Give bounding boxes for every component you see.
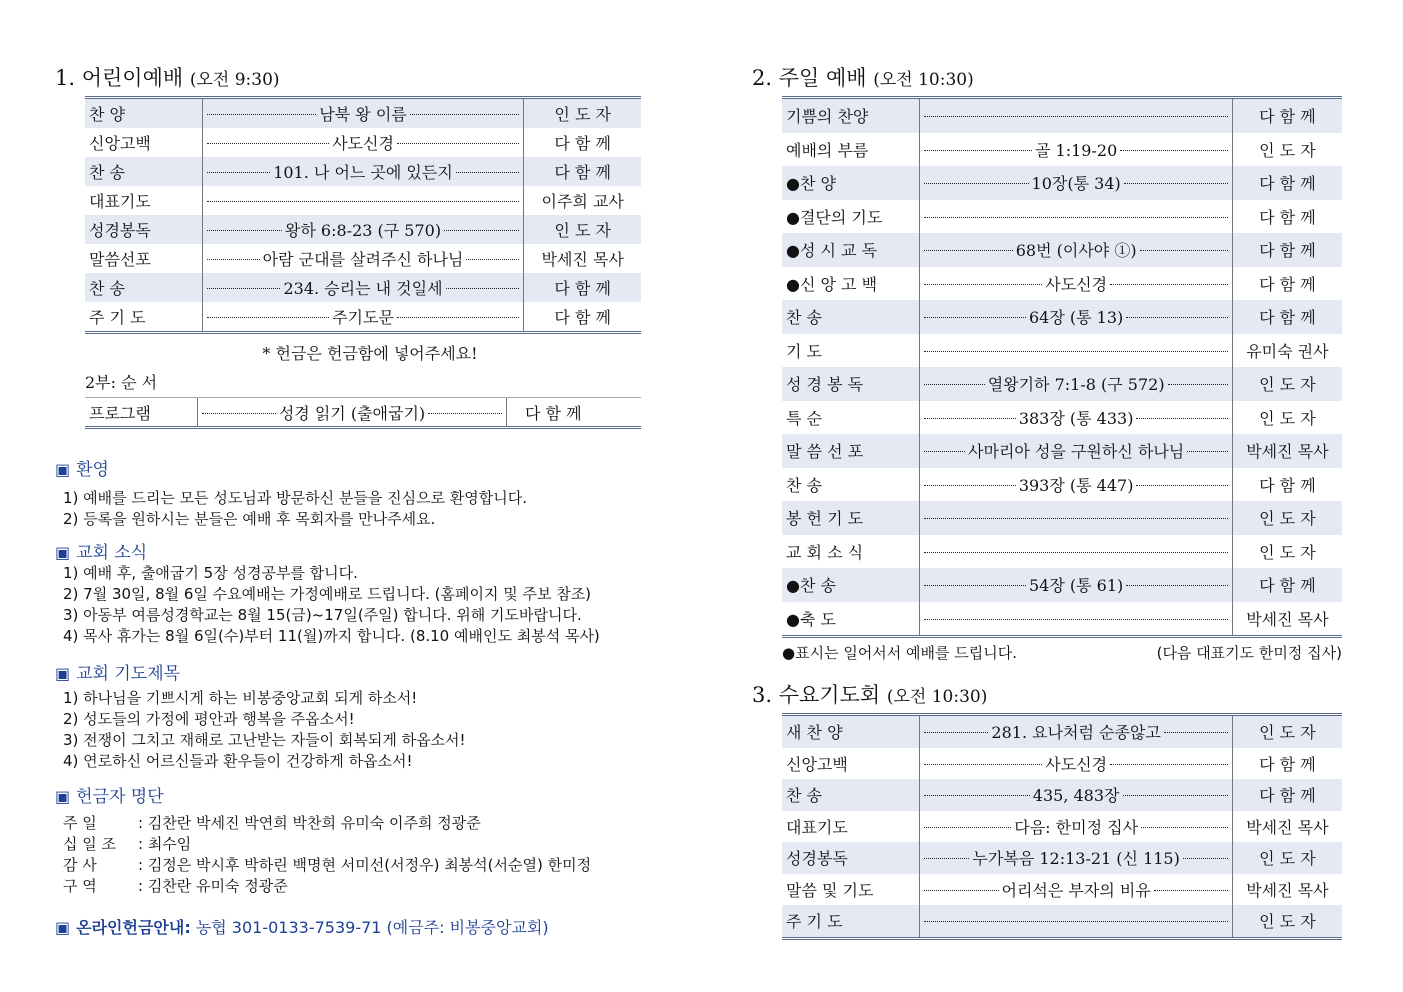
order-item: 사마리아 성을 구원하신 하나님 <box>920 434 1232 468</box>
order-label: 말씀선포 <box>85 244 203 273</box>
order-leader: 다 함 께 <box>1259 475 1316 495</box>
offering-note: * 헌금은 헌금함에 넣어주세요! <box>262 344 478 363</box>
standing-note-text: ●표시는 일어서서 예배를 드립니다. <box>782 644 1018 662</box>
order-row <box>782 300 1342 334</box>
left-column <box>55 62 645 938</box>
order-item <box>920 99 1232 133</box>
order-item: 누가복음 12:13-21 (신 115) <box>920 842 1232 874</box>
prayer-heading: ▣ 교회 기도제목 <box>55 664 181 684</box>
order-label: 찬 송 <box>782 300 920 334</box>
order-row <box>85 215 641 244</box>
order-label: 기 도 <box>782 334 920 368</box>
order-leader: 다 함 께 <box>1233 166 1342 200</box>
order-item: 68번 (이사야 ①) <box>920 233 1232 267</box>
order-item: 아람 군대를 살려주신 하나님 <box>203 244 525 273</box>
order-leader: 인 도 자 <box>1233 367 1342 401</box>
order-label: 성경봉독 <box>85 215 203 244</box>
section-title-text: 1. 어린이예배 <box>55 66 184 90</box>
order-leader: 박세진 목사 <box>541 250 624 269</box>
order-row <box>782 233 1342 267</box>
order-label: 신앙고백 <box>782 748 920 780</box>
order-item <box>920 535 1232 569</box>
order-item: 383장 (통 433) <box>920 401 1232 435</box>
order-item: 사도신경 <box>920 748 1232 780</box>
order-row <box>782 468 1342 502</box>
order-item: 54장 (통 61) <box>920 568 1232 602</box>
order-item: 435, 483장 <box>920 779 1232 811</box>
list-item: 2) 7월 30일, 8월 6일 수요예배는 가정예배로 드립니다. (홈페이지 및 주보 참조) <box>63 585 592 603</box>
order-row <box>782 401 1342 435</box>
order-item: 주기도문 <box>203 302 525 331</box>
order-label: 말 씀 선 포 <box>782 434 920 468</box>
order-leader: 다 함 께 <box>1259 274 1316 294</box>
order-label: 말씀 및 기도 <box>782 874 920 906</box>
order-row <box>782 434 1342 468</box>
order-label: 특 순 <box>782 401 920 435</box>
order-leader: 인 도 자 <box>1233 716 1342 748</box>
order-leader: 다 함 께 <box>1259 207 1316 227</box>
section-time: (오전 10:30) <box>873 70 974 90</box>
order-leader: 다 함 께 <box>554 308 611 327</box>
order-label: 찬 송 <box>782 468 920 502</box>
order-leader: 다 함 께 <box>1233 233 1342 267</box>
children-service-title <box>55 62 645 92</box>
order-row <box>782 779 1342 811</box>
order-label: 주 기 도 <box>782 905 920 937</box>
order-row <box>85 157 641 186</box>
offering-list <box>55 813 645 897</box>
order-label: ●성 시 교 독 <box>782 233 920 267</box>
order-row <box>782 133 1342 167</box>
order-row <box>782 568 1342 602</box>
list-item: 2) 등록을 원하시는 분들은 예배 후 목회자를 만나주세요. <box>63 510 436 528</box>
order-item: 다음: 한미정 집사 <box>920 811 1232 843</box>
order-item: 64장 (통 13) <box>920 300 1232 334</box>
order-label: 찬 양 <box>85 99 203 128</box>
order-leader: 다 함 께 <box>524 273 641 302</box>
list-item: 1) 예배 후, 출애굽기 5장 성경공부를 합니다. <box>63 564 358 582</box>
news-list <box>63 563 645 647</box>
order-label: ●신 앙 고 백 <box>782 267 920 301</box>
order-label: 교 회 소 식 <box>782 535 920 569</box>
order-label: 대표기도 <box>782 811 920 843</box>
order-row <box>782 200 1342 234</box>
section-time: (오전 10:30) <box>886 687 988 707</box>
order-leader: 인 도 자 <box>1233 842 1342 874</box>
children-service-order-table <box>85 96 641 334</box>
order-leader: 다 함 께 <box>554 134 611 153</box>
order-row <box>85 302 641 331</box>
order-leader: 인 도 자 <box>1233 501 1342 535</box>
right-column <box>752 62 1347 940</box>
section-title-text: 3. 수요기도회 <box>752 683 881 707</box>
order-label: 신앙고백 <box>85 128 203 157</box>
order-row <box>782 905 1342 937</box>
order-item: 남북 왕 이름 <box>203 99 525 128</box>
order-item: 열왕기하 7:1-8 (구 572) <box>920 367 1232 401</box>
order-leader: 다 함 께 <box>524 157 641 186</box>
order-item <box>920 501 1232 535</box>
order-leader: 다 함 께 <box>1233 300 1342 334</box>
order-leader: 다 함 께 <box>1233 568 1342 602</box>
offering-heading: ▣ 헌금자 명단 <box>55 787 164 807</box>
next-prayer-note: (다음 대표기도 한미정 집사) <box>1156 644 1342 662</box>
prayer-list <box>63 688 645 772</box>
order-item <box>920 602 1232 636</box>
order-item: 성경 읽기 (출애굽기) <box>198 398 507 426</box>
order-leader: 인 도 자 <box>1259 542 1316 562</box>
order-label: 성경봉독 <box>782 842 920 874</box>
order-label: 찬 송 <box>85 273 203 302</box>
welcome-heading: ▣ 환영 <box>55 460 109 480</box>
offering-row: 십 일 조 : 최수임 <box>63 835 192 853</box>
order-row <box>85 273 641 302</box>
order-item: 101. 나 어느 곳에 있든지 <box>203 157 525 186</box>
order-row <box>782 334 1342 368</box>
order-row <box>85 244 641 273</box>
order-item: 393장 (통 447) <box>920 468 1232 502</box>
order-row <box>782 842 1342 874</box>
order-row <box>85 398 641 426</box>
standing-note <box>782 642 1342 663</box>
order-row <box>782 811 1342 843</box>
order-leader: 인 도 자 <box>1259 408 1316 428</box>
order-item: 골 1:19-20 <box>920 133 1232 167</box>
order-row <box>782 99 1342 133</box>
list-item: 1) 하나님을 기쁘시게 하는 비봉중앙교회 되게 하소서! <box>63 689 418 707</box>
offering-row: 주 일 : 김찬란 박세진 박연희 박찬희 유미숙 이주희 정광준 <box>63 814 481 832</box>
order-leader: 인 도 자 <box>1233 905 1342 937</box>
order-leader: 박세진 목사 <box>1246 817 1329 837</box>
order-leader: 다 함 께 <box>1233 779 1342 811</box>
list-item: 3) 전쟁이 그치고 재해로 고난받는 자들이 회복되게 하옵소서! <box>63 731 466 749</box>
order-leader: 박세진 목사 <box>1233 434 1342 468</box>
order-label: ●결단의 기도 <box>782 200 920 234</box>
order-label: ●찬 송 <box>782 568 920 602</box>
order-label: 성 경 봉 독 <box>782 367 920 401</box>
offering-row: 구 역 : 김찬란 유미숙 정광준 <box>63 877 288 895</box>
section-time: (오전 9:30) <box>189 70 280 90</box>
order-row <box>782 748 1342 780</box>
order-leader: 인 도 자 <box>524 99 641 128</box>
list-item: 3) 아동부 여름성경학교는 8월 15(금)~17일(주일) 합니다. 위해 기도바랍니다. <box>63 606 582 624</box>
order-item: 10장(통 34) <box>920 166 1232 200</box>
order-row <box>782 716 1342 748</box>
order-item <box>920 905 1232 937</box>
order-row <box>782 501 1342 535</box>
order-label: 주 기 도 <box>85 302 203 331</box>
part2-table <box>85 397 641 429</box>
order-item <box>920 200 1232 234</box>
order-row <box>85 99 641 128</box>
order-item: 사도신경 <box>920 267 1232 301</box>
order-row <box>85 186 641 215</box>
sunday-service-order-table <box>782 96 1342 638</box>
news-heading: ▣ 교회 소식 <box>55 543 148 563</box>
order-label: 봉 헌 기 도 <box>782 501 920 535</box>
order-leader: 유미숙 권사 <box>1246 341 1329 361</box>
wednesday-service-title <box>752 679 1347 709</box>
order-row <box>782 166 1342 200</box>
order-item <box>920 334 1232 368</box>
order-label: ●축 도 <box>782 602 920 636</box>
order-label: 프로그램 <box>85 398 198 426</box>
part2-title: 2부: 순 서 <box>85 373 158 392</box>
order-leader: 다 함 께 <box>525 403 582 423</box>
order-leader: 다 함 께 <box>1233 99 1342 133</box>
order-row <box>85 128 641 157</box>
order-item: 281. 요나처럼 순종않고 <box>920 716 1232 748</box>
order-item: 어리석은 부자의 비유 <box>920 874 1232 906</box>
order-item: 234. 승리는 내 것일세 <box>203 273 525 302</box>
order-label: 찬 송 <box>782 779 920 811</box>
order-item <box>203 186 525 215</box>
order-leader: 인 도 자 <box>1259 140 1316 160</box>
order-row <box>782 874 1342 906</box>
order-label: 기쁨의 찬양 <box>782 99 920 133</box>
wednesday-service-order-table <box>782 713 1342 940</box>
order-label: 새 찬 양 <box>782 716 920 748</box>
order-leader: 이주희 교사 <box>541 192 624 211</box>
list-item: 2) 성도들의 가정에 평안과 행복을 주옵소서! <box>63 710 355 728</box>
order-row <box>782 367 1342 401</box>
order-leader: 인 도 자 <box>524 215 641 244</box>
list-item: 4) 연로하신 어르신들과 환우들이 건강하게 하옵소서! <box>63 752 413 770</box>
order-leader: 박세진 목사 <box>1246 609 1329 629</box>
order-item: 왕하 6:8-23 (구 570) <box>203 215 525 244</box>
order-leader: 다 함 께 <box>1259 754 1316 774</box>
order-row <box>782 535 1342 569</box>
list-item: 1) 예배를 드리는 모든 성도님과 방문하신 분들을 진심으로 환영합니다. <box>63 489 528 507</box>
offering-row: 감 사 : 김정은 박시후 박하린 백명현 서미선(서정우) 최봉석(서순열) 한미정 <box>63 856 592 874</box>
list-item: 4) 목사 휴가는 8월 6일(수)부터 11(월)까지 합니다. (8.10 예배인도 최봉석 목사) <box>63 627 600 645</box>
order-item: 사도신경 <box>203 128 525 157</box>
welcome-list <box>63 488 645 530</box>
online-offering-info: ▣ 온라인헌금안내: 농협 301-0133-7539-71 (예금주: 비봉중앙교회) <box>55 918 549 937</box>
section-title-text: 2. 주일 예배 <box>752 66 867 90</box>
order-label: ●찬 양 <box>782 166 920 200</box>
order-row <box>782 602 1342 636</box>
order-label: 찬 송 <box>85 157 203 186</box>
sunday-service-title <box>752 62 1347 92</box>
order-row <box>782 267 1342 301</box>
order-leader: 박세진 목사 <box>1246 880 1329 900</box>
order-label: 대표기도 <box>85 186 203 215</box>
order-label: 예배의 부름 <box>782 133 920 167</box>
